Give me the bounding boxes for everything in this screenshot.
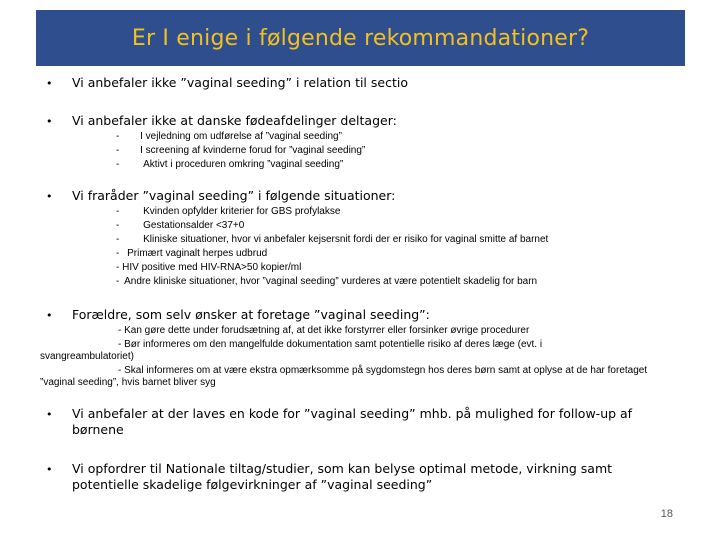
paragraph: - Skal informeres om at være ekstra opmærksomme på sygdomstegn hos deres børn samt at oplyse at de har foretaget ”vaginal seeding”, hvis barnet bliver syg [40, 365, 648, 388]
bullet-icon: • [46, 309, 53, 322]
bullet-icon: • [46, 115, 53, 128]
section-heading-4: Forældre, som selv ønsker at foretage ”vaginal seeding”: [72, 307, 430, 322]
list-item [116, 158, 343, 172]
bullet-icon: • [46, 463, 53, 476]
slide-title: Er I enige i følgende rekommandationer? [131, 25, 590, 51]
list-item [116, 144, 365, 158]
list-item [116, 233, 548, 247]
list-marker: - [116, 276, 120, 287]
list-marker: - [116, 220, 120, 231]
list-item-text: Gestationsalder <37+0 [143, 220, 245, 231]
list-marker: - [116, 145, 120, 156]
page-number: 18 [660, 508, 673, 520]
list-item-text: HIV positive med HIV-RNA>50 kopier/ml [122, 262, 302, 273]
slide-title-bar [36, 10, 685, 66]
section-heading-3: Vi fraråder ”vaginal seeding” i følgende situationer: [72, 188, 396, 203]
list-item-text: I vejledning om udførelse af ”vaginal seeding” [140, 131, 342, 142]
list-item [116, 247, 267, 261]
list-marker: - [116, 131, 120, 142]
bullet-icon: • [46, 77, 53, 90]
section-heading-6: Vi opfordrer til Nationale tiltag/studier, som kan belyse optimal metode, virkning samt potentielle skadelige følgevirkninger af ”vaginal seeding” [72, 461, 613, 492]
bullet-icon: • [46, 408, 53, 421]
list-item-text: Kliniske situationer, hvor vi anbefaler kejsersnit fordi der er risiko for vaginal smitte af barnet [143, 234, 549, 245]
bullet-icon: • [46, 190, 53, 203]
list-item [116, 219, 244, 233]
list-item-text: I screening af kvinderne forud for ”vaginal seeding” [140, 145, 366, 156]
list-marker: - [116, 262, 120, 273]
section-heading-1: Vi anbefaler ikke ”vaginal seeding” i relation til sectio [72, 75, 408, 90]
list-item-text: Kvinden opfylder kriterier for GBS profylakse [143, 206, 341, 217]
list-marker: - [116, 248, 120, 259]
list-item [116, 130, 342, 144]
section-heading-5: Vi anbefaler at der laves en kode for ”vaginal seeding” mhb. på mulighed for follow-up af børnene [72, 406, 633, 437]
list-item [116, 275, 537, 289]
section-heading-2: Vi anbefaler ikke at danske fødeafdelinger deltager: [72, 113, 397, 128]
list-marker: - [116, 159, 120, 170]
list-item-text: Primært vaginalt herpes udbrud [127, 248, 268, 259]
list-marker: - [116, 206, 120, 217]
list-item-text: Aktivt i proceduren omkring ”vaginal seeding” [143, 159, 344, 170]
list-item [116, 205, 340, 219]
list-marker: - [116, 234, 120, 245]
paragraph: - Kan gøre dette under forudsætning af, at det ikke forstyrrer eller forsinker øvrige procedurer [118, 325, 530, 336]
list-item-text: Andre kliniske situationer, hvor ”vaginal seeding” vurderes at være potentielt skadelig for barn [124, 276, 538, 287]
paragraph: - Bør informeres om den mangelfulde dokumentation samt potentielle risiko af deres læge (evt. i svangreambulatoriet) [40, 339, 543, 362]
list-item [116, 261, 301, 275]
